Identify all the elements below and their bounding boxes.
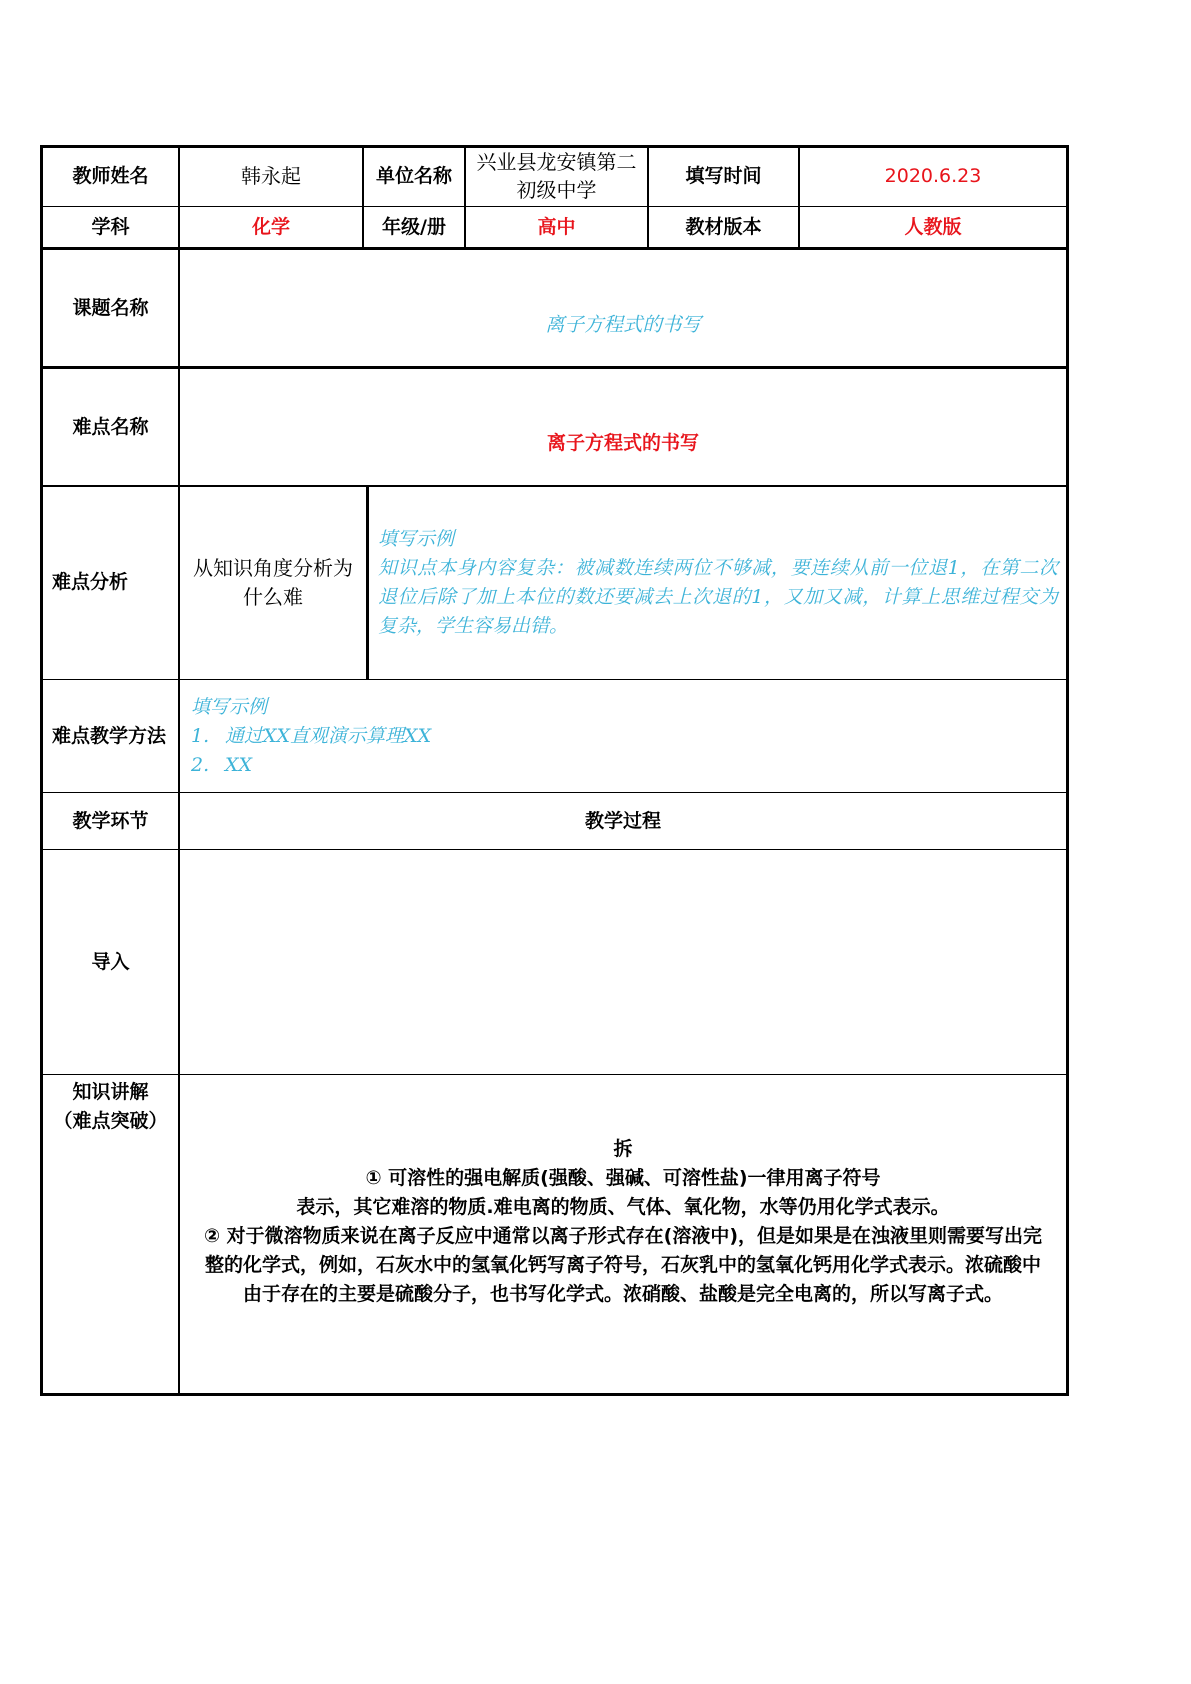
table-column-divider bbox=[362, 145, 364, 249]
lecture-content bbox=[180, 1075, 1066, 1393]
lecture-line: 拆 bbox=[613, 1138, 633, 1160]
table-row-divider bbox=[40, 849, 1069, 850]
method-item-number: 1. bbox=[191, 724, 210, 747]
process-value: 教学过程 bbox=[584, 809, 661, 832]
table-column-divider bbox=[647, 145, 649, 249]
unit-name-value: 兴业县龙安镇第二初级中学 bbox=[476, 150, 637, 202]
method-item-text: 通过XX直观演示算理XX bbox=[225, 724, 432, 747]
intro-content bbox=[180, 850, 1066, 1074]
lecture-label bbox=[43, 1075, 178, 1393]
intro-label: 导入 bbox=[91, 950, 130, 973]
process-label: 教学环节 bbox=[72, 809, 149, 832]
fill-time-label: 填写时间 bbox=[685, 164, 762, 187]
analysis-example-line: 知识点本身内容复杂：被减数连续两位不够减，要连续从前一位退1，在第二次 bbox=[378, 556, 1058, 579]
table-column-divider bbox=[464, 145, 466, 249]
topic-label: 课题名称 bbox=[72, 296, 149, 319]
lecture-label-line: 知识讲解 bbox=[72, 1081, 149, 1103]
analysis-label: 难点分析 bbox=[52, 571, 129, 593]
difficulty-label: 难点名称 bbox=[72, 415, 149, 438]
table-column-divider bbox=[178, 145, 180, 1396]
subject-value: 化学 bbox=[251, 216, 290, 238]
table-row-divider bbox=[40, 206, 1069, 207]
table-column-divider bbox=[798, 145, 800, 249]
textbook-label: 教材版本 bbox=[685, 216, 762, 238]
table-row-divider bbox=[40, 366, 1069, 369]
method-example-title: 填写示例 bbox=[191, 695, 268, 718]
method-item-number: 2. bbox=[191, 753, 210, 776]
analysis-example bbox=[369, 487, 1066, 678]
textbook-value: 人教版 bbox=[904, 216, 962, 238]
table-row-divider bbox=[40, 792, 1069, 793]
table-border-left bbox=[40, 145, 43, 1396]
lecture-label-line: （难点突破） bbox=[53, 1110, 168, 1132]
table-border-top bbox=[40, 145, 1069, 148]
grade-value: 高中 bbox=[537, 216, 576, 238]
topic-value: 离子方程式的书写 bbox=[544, 312, 701, 336]
unit-name-label: 单位名称 bbox=[375, 164, 452, 187]
lecture-line: 由于存在的主要是硫酸分子，也书写化学式。浓硝酸、盐酸是完全电离的，所以写离子式。 bbox=[242, 1283, 1003, 1305]
table-border-bottom bbox=[40, 1393, 1069, 1396]
lecture-line: 表示，其它难溶的物质.难电离的物质、气体、氧化物，水等仍用化学式表示。 bbox=[296, 1196, 950, 1218]
table-column-divider bbox=[366, 486, 369, 679]
analysis-example-line: 复杂，学生容易出错。 bbox=[378, 614, 569, 637]
grade-label: 年级/册 bbox=[382, 216, 446, 238]
analysis-prompt: 从知识角度分析为什么难 bbox=[193, 555, 353, 609]
difficulty-value: 离子方程式的书写 bbox=[546, 431, 699, 454]
analysis-example-line: 退位后除了加上本位的数还要减去上次退的1，又加又减，计算上思维过程交为 bbox=[378, 585, 1058, 608]
table-row-divider bbox=[40, 485, 1069, 487]
teacher-name-value: 韩永起 bbox=[241, 164, 301, 188]
lecture-line: 整的化学式，例如，石灰水中的氢氧化钙写离子符号，石灰乳中的氢氧化钙用化学式表示。浓硫酸中 bbox=[204, 1254, 1041, 1276]
analysis-example-title: 填写示例 bbox=[378, 527, 455, 550]
lecture-line: ② 对于微溶物质来说在离子反应中通常以离子形式存在(溶液中)，但是如果是在浊液里则需要写出完 bbox=[203, 1225, 1043, 1247]
subject-label: 学科 bbox=[91, 216, 130, 238]
fill-time-value: 2020.6.23 bbox=[884, 164, 982, 187]
table-border-right bbox=[1066, 145, 1069, 1396]
table-row-divider bbox=[40, 679, 1069, 680]
teacher-name-label: 教师姓名 bbox=[72, 164, 149, 187]
method-item bbox=[191, 751, 252, 780]
method-item bbox=[191, 722, 431, 751]
table-row-divider bbox=[40, 1074, 1069, 1075]
method-item-text: XX bbox=[225, 753, 253, 776]
table-row-divider bbox=[40, 247, 1069, 250]
method-label: 难点教学方法 bbox=[52, 724, 167, 747]
method-content bbox=[180, 680, 1066, 792]
lecture-line: ① 可溶性的强电解质(强酸、强碱、可溶性盐)一律用离子符号 bbox=[365, 1167, 881, 1189]
